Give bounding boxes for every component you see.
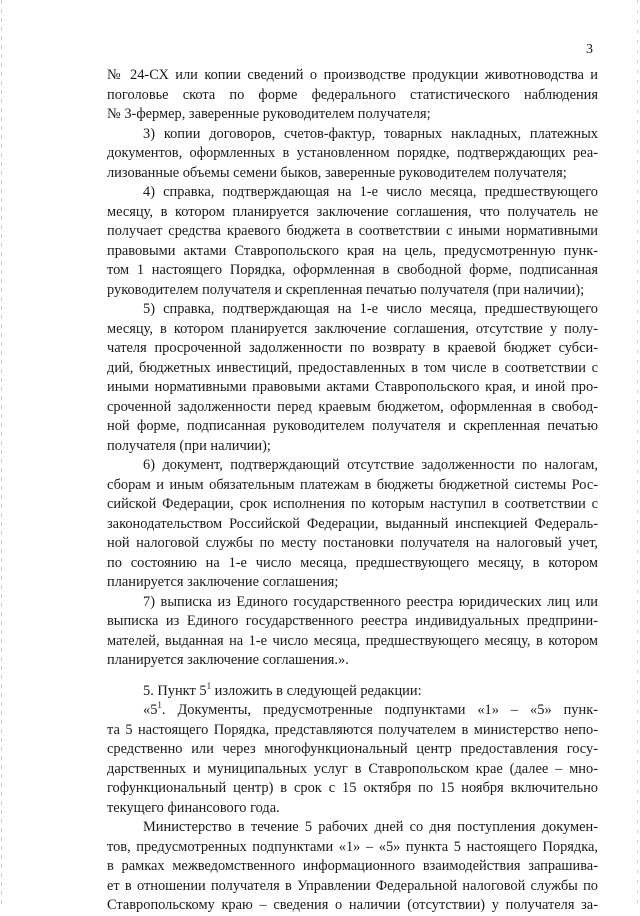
paragraph-item-3 (107, 125, 598, 184)
paragraph-intro (107, 66, 598, 125)
text-line: планируется заключение соглашения; (107, 574, 339, 590)
quote-first-rest: . Документы, предусмотренные подпунктами «1» – «5» пунк- (161, 702, 598, 718)
text-line: текущего финансового года. (107, 799, 280, 816)
text-line: ной форме, подписанная руководителем получателя и скрепленная печатью (107, 418, 598, 434)
text-line: сборам и иным обязательным платежам в бюджеты бюджетной системы Рос- (107, 476, 598, 493)
text-line: получает средства краевого бюджета в соответствии с иными нормативными (107, 223, 598, 239)
text-line: средственно или через многофункциональный центр предоставления госу- (107, 741, 598, 757)
text-line: месяцу, в котором планируется заключение соглашения, отсутствие у полу- (107, 320, 598, 337)
text-line: поголовье скота по форме федерального статистического наблюдения (107, 86, 598, 103)
paragraph-item-6 (107, 456, 598, 593)
point5-heading-text-end: изложить в следующей редакции: (211, 682, 422, 699)
section-gap (107, 671, 598, 682)
text-line: по состоянию на 1-е число месяца, предшествующего месяцу, в котором (107, 554, 598, 571)
paragraph-item-4 (107, 183, 598, 300)
page-number: 3 (586, 42, 593, 57)
text-line: ет в отношении получателя в Управлении Федеральной налоговой службы по (107, 877, 598, 894)
text-line: 3) копии договоров, счетов-фактур, товарных накладных, платежных (143, 125, 598, 142)
paragraph-item-7 (107, 593, 598, 671)
text-line: лизованные объемы семени быков, заверенные руководителем получателя; (107, 164, 567, 181)
numbered-items (107, 66, 598, 671)
text-line: выписка из Единого государственного реестра индивидуальных предприни- (107, 613, 598, 629)
text-line: документов, оформленных в установленном порядке, подтверждающих реа- (107, 145, 598, 161)
text-line: в рамках межведомственного информационного взаимодействия запрашива- (107, 858, 598, 874)
point5-quote (107, 701, 598, 818)
quote-sup: 1 (157, 700, 162, 711)
point5-heading-sup: 1 (206, 680, 212, 691)
text-line: та 5 настоящего Порядка, представляются получателем в министерство непо- (107, 721, 598, 738)
text-line: месяцу, в котором планируется заключение соглашения, что получатель не (107, 203, 598, 220)
text-line: Министерство в течение 5 рабочих дней со дня поступления докумен- (143, 819, 598, 835)
text-line: сроченной задолженности перед краевым бюджетом, оформленная в свобод- (107, 398, 598, 415)
paragraph-item-5 (107, 300, 598, 456)
text-line: планируется заключение соглашения.». (107, 652, 349, 668)
text-line: 7) выписка из Единого государственного реестра юридических лиц или (143, 593, 598, 610)
text-line: гофункциональный центр) в срок с 15 октября по 15 ноября включительно (107, 780, 598, 796)
text-line: ной налоговой службы по месту постановки получателя на налоговый учет, (107, 535, 598, 551)
text-line: Ставропольскому краю – сведения о наличии (отсутствии) у получателя за- (107, 897, 598, 913)
text-line: сийской Федерации, срок исполнения по которым наступил в соответствии с (107, 496, 598, 512)
text-line: дарственных и муниципальных услуг в Ставропольском крае (далее – мно- (107, 760, 598, 777)
quote-open: «5 (143, 702, 158, 718)
text-line: дий, бюджетных инвестиций, предоставленных в том числе в соответствии с (107, 359, 598, 376)
text-line: том 1 настоящего Порядка, оформленная в свободной форме, подписанная (107, 262, 598, 278)
text-line: иными нормативными правовыми актами Ставропольского края, и иной про- (107, 379, 598, 395)
text-line: законодательством Российской Федерации, выданный инспекцией Федераль- (107, 515, 598, 532)
document-body (107, 66, 598, 916)
text-line: 5) справка, подтверждающая на 1-е число месяца, предшествующего (143, 301, 598, 317)
scan-left-edge (1, 0, 2, 905)
ministry-paragraph (107, 818, 598, 916)
text-line: мателей, выданная на 1-е число месяца, предшествующего месяцу, в котором (107, 632, 598, 649)
point5-heading-text: 5. Пункт 5 (143, 682, 207, 699)
scan-right-edge (637, 0, 638, 905)
point5-quote-first-line (107, 701, 598, 721)
text-line: получателя (при наличии); (107, 437, 271, 454)
text-line: правовыми актами Ставропольского края на цель, предусмотренную пунк- (107, 242, 598, 259)
text-line: 6) документ, подтверждающий отсутствие задолженности по налогам, (143, 457, 598, 473)
text-line: № 24-СХ или копии сведений о производстве продукции животноводства и (107, 67, 598, 83)
point5-heading (107, 682, 598, 702)
text-line: 4) справка, подтверждающая на 1-е число месяца, предшествующего (143, 184, 598, 200)
text-line: руководителем получателя и скрепленная печатью получателя (при наличии); (107, 281, 585, 298)
text-line: № 3-фермер, заверенные руководителем получателя; (107, 106, 431, 122)
text-line: чателя просроченной задолженности по возврату в краевой бюджет субси- (107, 340, 598, 356)
text-line: тов, предусмотренных подпунктами «1» – «5» пункта 5 настоящего Порядка, (107, 838, 598, 855)
